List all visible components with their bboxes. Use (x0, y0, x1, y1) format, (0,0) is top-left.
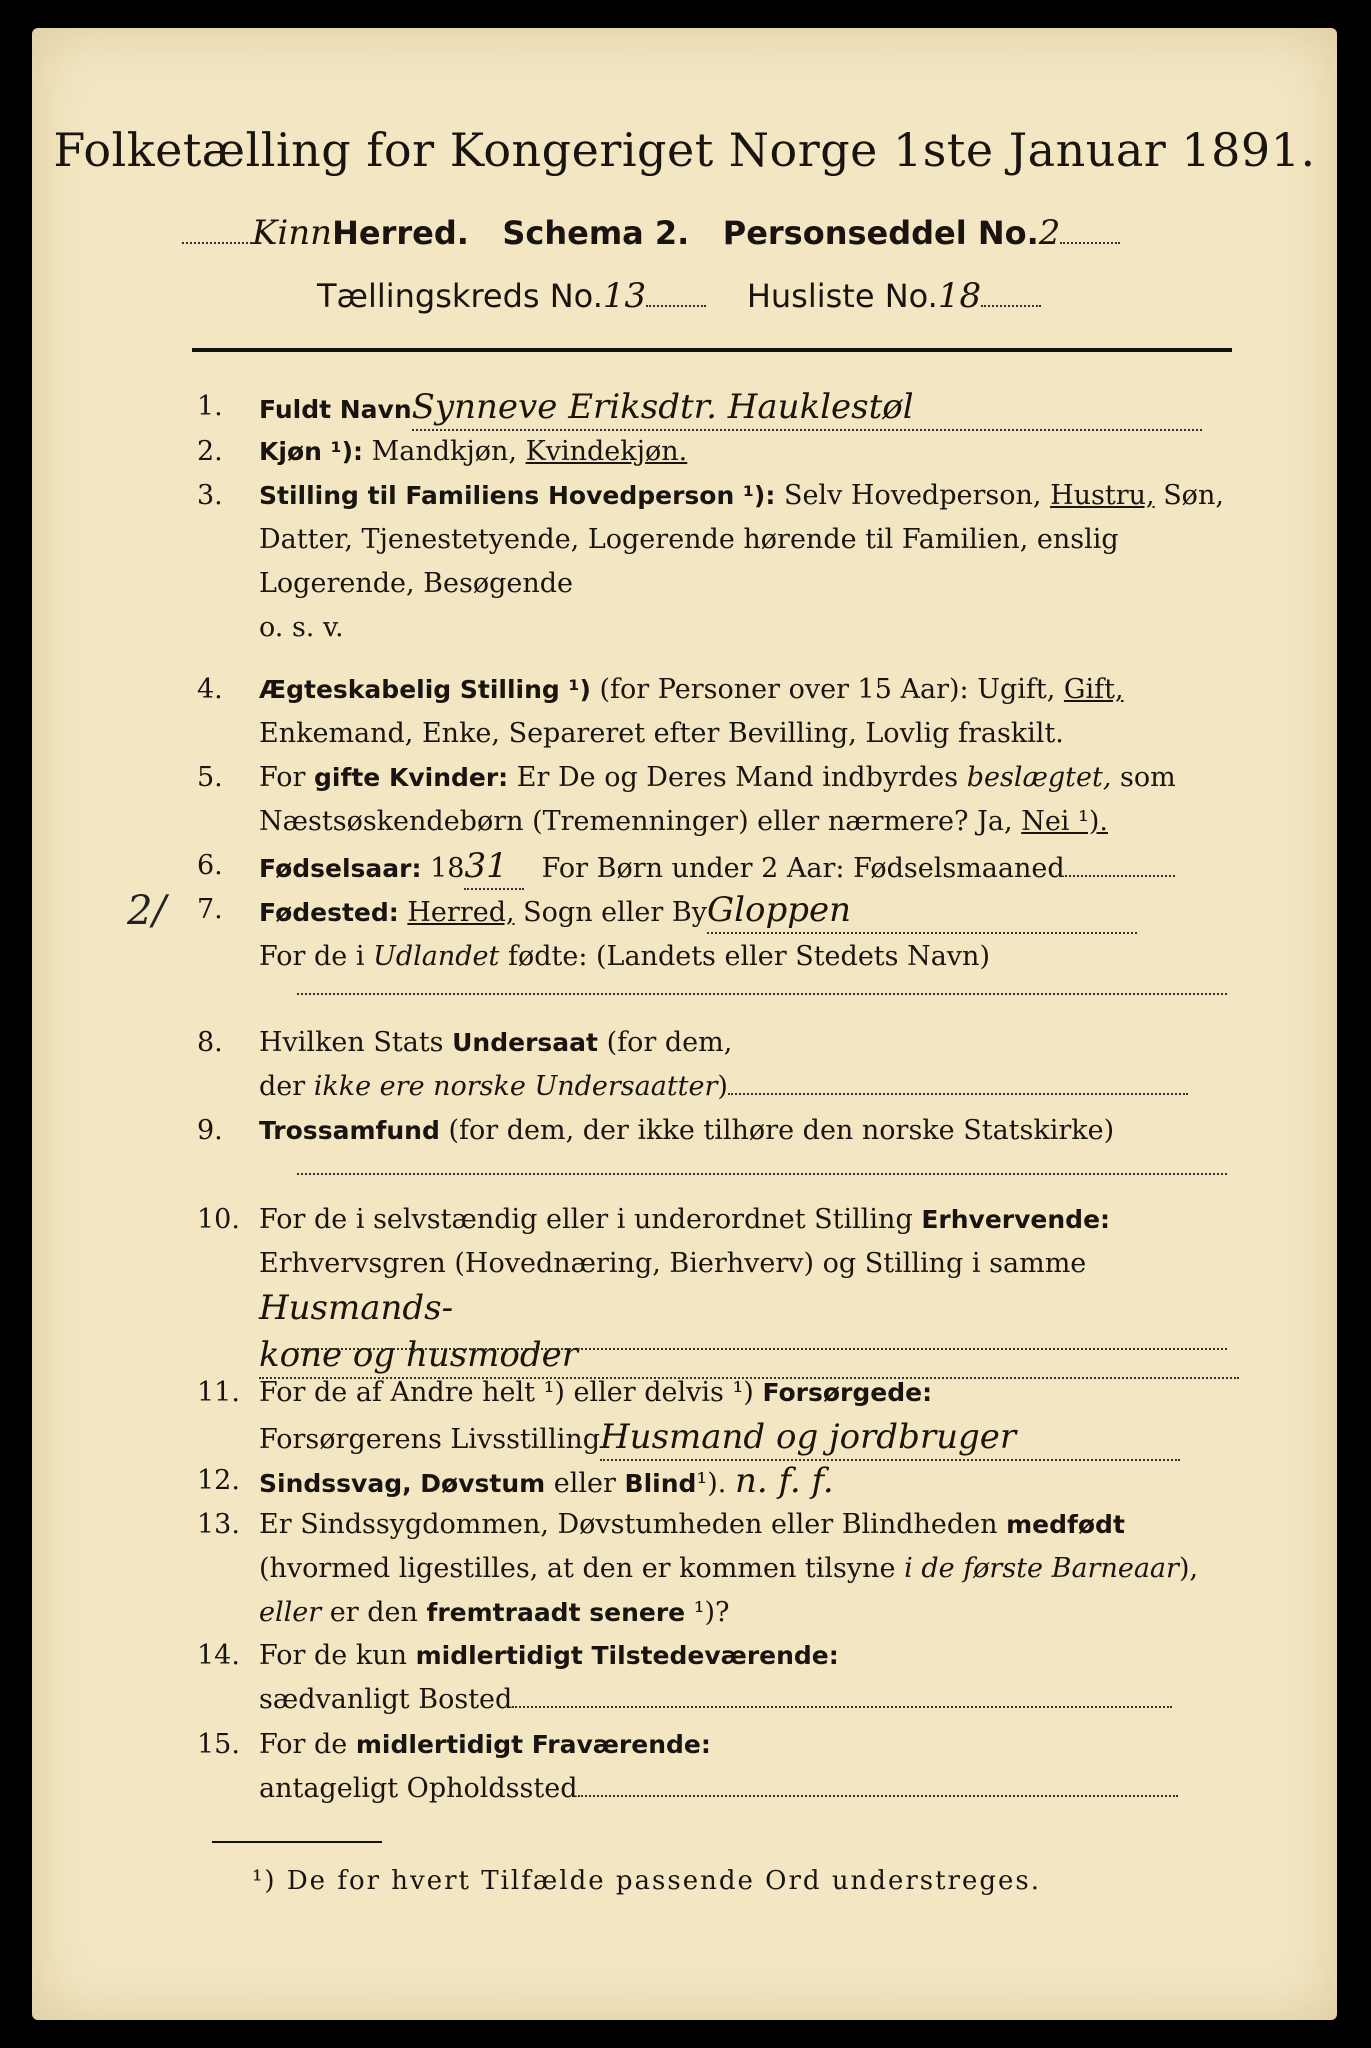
header-divider (192, 348, 1232, 352)
footnote: ¹) De for hvert Tilfælde passende Ord understreges. (252, 1866, 1042, 1896)
full-name-value: Synneve Eriksdtr. Hauklestøl (412, 385, 1202, 431)
schema-label: Schema 2. (502, 214, 690, 252)
birthplace-value: Gloppen (707, 888, 1137, 934)
personseddel-value: 2 (1038, 213, 1061, 253)
personseddel-label: Personseddel No. (722, 214, 1039, 252)
herred-row (182, 213, 1227, 253)
footnote-rule (212, 1841, 382, 1843)
kreds-value: 13 (602, 276, 647, 316)
form-title: Folketælling for Kongeriget Norge 1ste Januar 1891. (53, 123, 1316, 177)
occupation-value-a: Husmands- (259, 1288, 454, 1328)
husliste-label: Husliste No. (746, 277, 938, 315)
herred-value: Kinn (252, 213, 333, 253)
margin-note: 2/ (127, 888, 166, 934)
census-form: Folketælling for Kongeriget Norge 1ste Januar 1891. KinnHerred. Schema 2. Personseddel No.2 Tællingskreds No.13 Husliste No.18 2/ 1. Fuldt NavnSynneve Eriksdtr. Hauklestøl 2. Kjøn ¹): Mandkjøn, Kvindekjøn. 3. Stilling til Familiens Hovedperson ¹): Selv Hovedperson, Hustru, Søn, Datter, Tjenestetyende, Logerende hørende til Familien, enslig Logerende, Besøgende o. s. v. 4. Ægteskabelig Stilling ¹) (for Personer over 15 Aar): Ugift, Gift, Enkemand, Enke, Separeret efter Bevilling, Lovlig fraskilt. 5. For gifte Kvinder: Er De og Deres Mand indbyrdes beslægtet, som Næstsøskendebørn (Tremenninger) eller nærmere? Ja, Nei ¹). 6. Fødselsaar: 1831 For Børn under 2 Aar: Fødselsmaaned 7. Fødested: Herred, Sogn eller ByGloppen For de i Udlandet fødte: (Landets eller Stedets Navn) 8. Hvilken Stats Undersaat (for dem, der ikke ere norske Undersaatter) 9. Trossamfund (for dem, der ikke tilhøre den norske Statskirke) 10. For de i selvstændig eller i underordnet Stilling Erhvervende: Erhvervsgren (Hovednæring, Bierhverv) og Stilling i samme Husmands- kone og husmoder 11. For de af Andre helt ¹) eller delvis ¹) Forsørgede: Forsørgerens LivsstillingHusmand og jordbruger 12. Sindssvag, Døvstum eller Blind¹). n. f. f. 13. Er Sindssygdommen, Døvstumheden eller Blindheden medfødt (hvormed ligestilles, at den er kommen tilsyne i de første Barneaar), eller er den fremtraadt senere ¹)? 14. For de kun midlertidigt Tilstedeværende: sædvanligt Bosted 15. For de midlertidigt Fraværende: antageligt Opholdssted ¹) De for hvert Tilfælde passende Ord understreges. (32, 28, 1337, 2020)
birth-year-value: 31 (464, 844, 524, 890)
provider-occupation-value: Husmand og jordbruger (600, 1415, 1180, 1461)
occupation-value-b: kone og husmoder (259, 1333, 1239, 1379)
kreds-row (317, 276, 1041, 316)
herred-label: Herred. (332, 214, 469, 252)
disability-value: n. f. f. (734, 1461, 834, 1501)
husliste-value: 18 (937, 276, 982, 316)
kreds-label: Tællingskreds No. (317, 277, 603, 315)
